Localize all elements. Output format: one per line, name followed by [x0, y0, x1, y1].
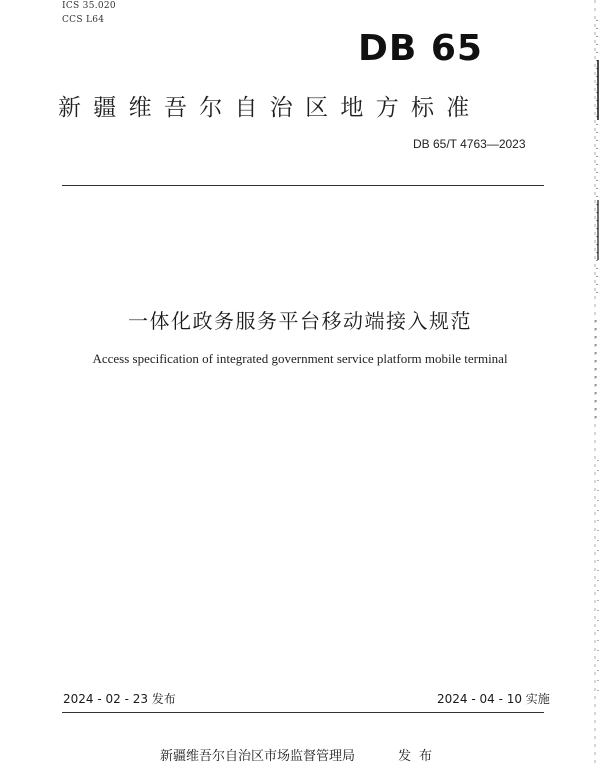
document-title-chinese: 一体化政务服务平台移动端接入规范: [128, 309, 472, 333]
bottom-divider: [62, 712, 544, 713]
top-divider: [62, 185, 544, 186]
scan-edge-artifact: [586, 0, 600, 767]
ics-code: ICS 35.020: [62, 1, 116, 11]
issue-date: 2024 - 02 - 23 发布: [63, 692, 176, 706]
standard-number: DB 65/T 4763—2023: [413, 137, 526, 151]
publish-label: 发布: [398, 749, 441, 764]
document-title-english: Access specification of integrated government service platform mobile terminal: [92, 351, 508, 366]
implementation-date: 2024 - 04 - 10 实施: [437, 692, 550, 706]
standard-type-heading: 新疆维吾尔自治区地方标准: [58, 95, 482, 121]
publisher-name: 新疆维吾尔自治区市场监督管理局: [160, 749, 356, 764]
ccs-code: CCS L64: [62, 15, 105, 25]
db-logo: DB 65: [358, 28, 483, 69]
